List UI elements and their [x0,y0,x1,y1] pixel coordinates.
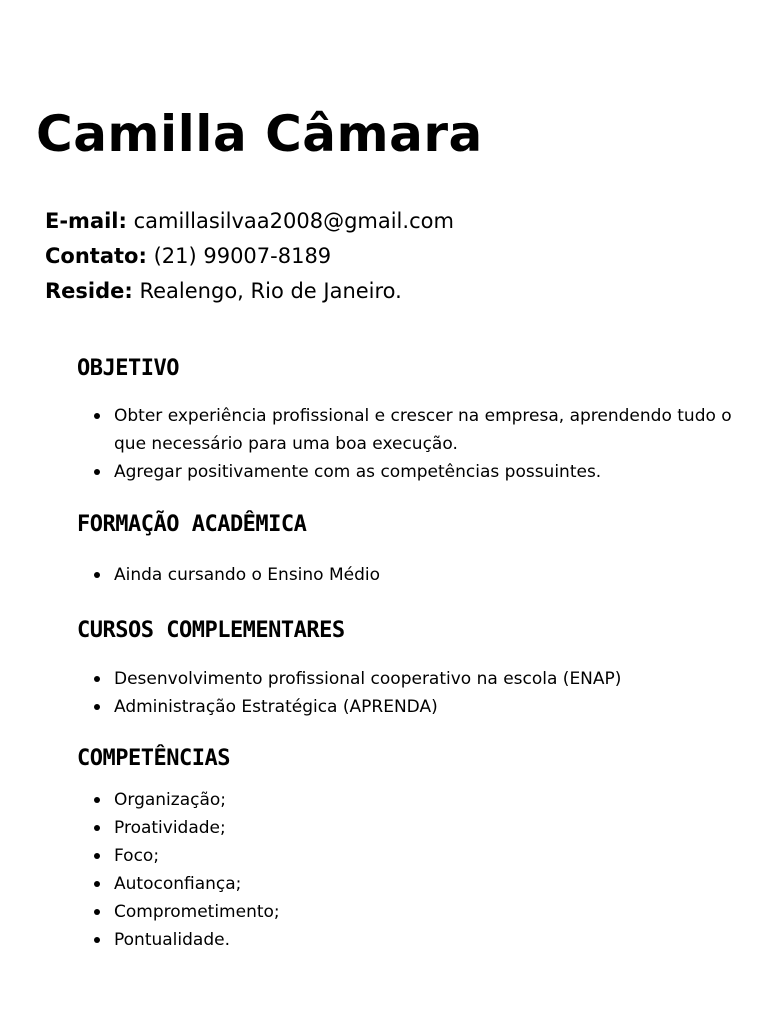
phone-value: (21) 99007-8189 [153,244,332,268]
bullet-icon [94,676,100,682]
list-item-text: Autoconfiança; [114,874,242,894]
list-item-text: Agregar positivamente com as competências possuintes. [114,462,602,482]
list-item-text: Pontualidade. [114,930,230,950]
list-item-text: Administração Estratégica (APRENDA) [114,697,438,717]
list-item [77,458,737,486]
list-item [77,926,737,954]
contact-block [45,204,454,309]
list-item [77,561,737,589]
cursos-list [77,665,737,721]
objetivo-list [77,402,737,486]
competencias-list [77,786,737,954]
bullet-icon [94,704,100,710]
contact-email [45,204,454,239]
list-item [77,693,737,721]
bullet-icon [94,572,100,578]
list-item-text: Obter experiência profissional e crescer na empresa, aprendendo tudo o que necessário para uma boa execução. [114,406,732,454]
list-item [77,786,737,814]
bullet-icon [94,825,100,831]
list-item [77,402,737,458]
residence-value: Realengo, Rio de Janeiro. [139,279,402,303]
section-formacao [77,510,737,589]
section-competencias [77,744,737,954]
bullet-icon [94,909,100,915]
email-value: camillasilvaa2008@gmail.com [133,209,454,233]
section-title-objetivo: OBJETIVO [77,356,179,381]
list-item [77,870,737,898]
list-item [77,898,737,926]
formacao-list [77,561,737,589]
bullet-icon [94,881,100,887]
bullet-icon [94,413,100,419]
bullet-icon [94,797,100,803]
list-item [77,665,737,693]
contact-residence [45,274,454,309]
list-item-text: Organização; [114,790,227,810]
list-item-text: Foco; [114,846,160,866]
phone-label: Contato: [45,244,147,268]
section-objetivo [77,354,737,486]
section-cursos [77,616,737,721]
section-title-cursos: CURSOS COMPLEMENTARES [77,618,345,643]
contact-phone [45,239,454,274]
list-item [77,814,737,842]
list-item-text: Ainda cursando o Ensino Médio [114,565,381,585]
section-title-competencias: COMPETÊNCIAS [77,746,230,771]
bullet-icon [94,937,100,943]
bullet-icon [94,469,100,475]
candidate-name: Camilla Câmara [36,105,483,163]
list-item-text: Desenvolvimento profissional cooperativo na escola (ENAP) [114,669,622,689]
list-item [77,842,737,870]
bullet-icon [94,853,100,859]
residence-label: Reside: [45,279,133,303]
list-item-text: Comprometimento; [114,902,280,922]
list-item-text: Proatividade; [114,818,226,838]
section-title-formacao: FORMAÇÃO ACADÊMICA [77,512,307,537]
email-label: E-mail: [45,209,127,233]
